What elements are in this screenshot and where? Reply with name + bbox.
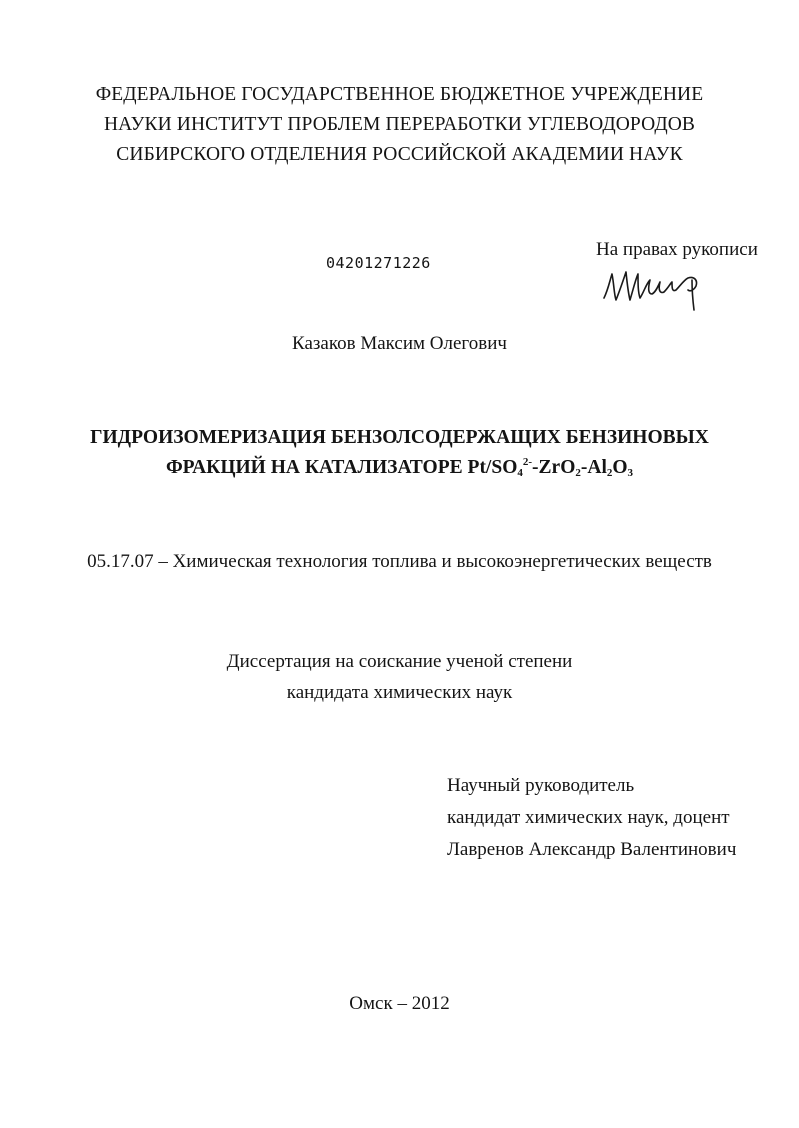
- formula-al-sub: 2: [606, 467, 613, 479]
- title-line-1: ГИДРОИЗОМЕРИЗАЦИЯ БЕНЗОЛСОДЕРЖАЩИХ БЕНЗИНОВЫХ: [90, 427, 709, 448]
- supervisor-block: [447, 770, 736, 866]
- supervisor-role: Научный руководитель: [447, 775, 635, 796]
- formula-so-sup: 2-: [522, 456, 533, 468]
- institution-line-1: ФЕДЕРАЛЬНОЕ ГОСУДАРСТВЕННОЕ БЮДЖЕТНОЕ УЧРЕЖДЕНИЕ: [95, 84, 704, 105]
- institution-header: [0, 80, 799, 170]
- degree-block: [0, 646, 799, 708]
- title-line-2-text: ФРАКЦИЙ НА КАТАЛИЗАТОРЕ: [165, 457, 468, 478]
- supervisor-title: кандидат химических наук, доцент: [447, 807, 730, 828]
- specialty: 05.17.07 – Химическая технология топлива и высокоэнергетических веществ: [87, 551, 712, 572]
- degree-line-2: кандидата химических наук: [286, 682, 513, 703]
- degree-line-1: Диссертация на соискание ученой степени: [226, 651, 573, 672]
- author-name: Казаков Максим Олегович: [292, 333, 507, 354]
- institution-line-3: СИБИРСКОГО ОТДЕЛЕНИЯ РОССИЙСКОЙ АКАДЕМИИ НАУК: [116, 144, 683, 165]
- formula-zr: -ZrO: [532, 457, 576, 478]
- manuscript-rights: На правах рукописи: [596, 239, 758, 260]
- signature-icon: [600, 262, 710, 312]
- formula-so-sub: 4: [517, 467, 523, 479]
- formula-o: O: [612, 457, 628, 478]
- supervisor-name: Лавренов Александр Валентинович: [447, 839, 737, 860]
- place-year: Омск – 2012: [349, 993, 450, 1014]
- formula-pt: Pt/SO: [467, 457, 518, 478]
- formula-zr-sub: 2: [575, 467, 581, 479]
- title-line-2: [0, 453, 799, 483]
- formula-al: -Al: [580, 457, 607, 478]
- registration-number: 04201271226: [326, 254, 431, 272]
- institution-line-2: НАУКИ ИНСТИТУТ ПРОБЛЕМ ПЕРЕРАБОТКИ УГЛЕВОДОРОДОВ: [103, 114, 696, 135]
- catalyst-formula: [468, 457, 634, 478]
- formula-o-sub: 3: [627, 467, 634, 479]
- author-signature: [600, 262, 710, 312]
- dissertation-title: [0, 423, 799, 483]
